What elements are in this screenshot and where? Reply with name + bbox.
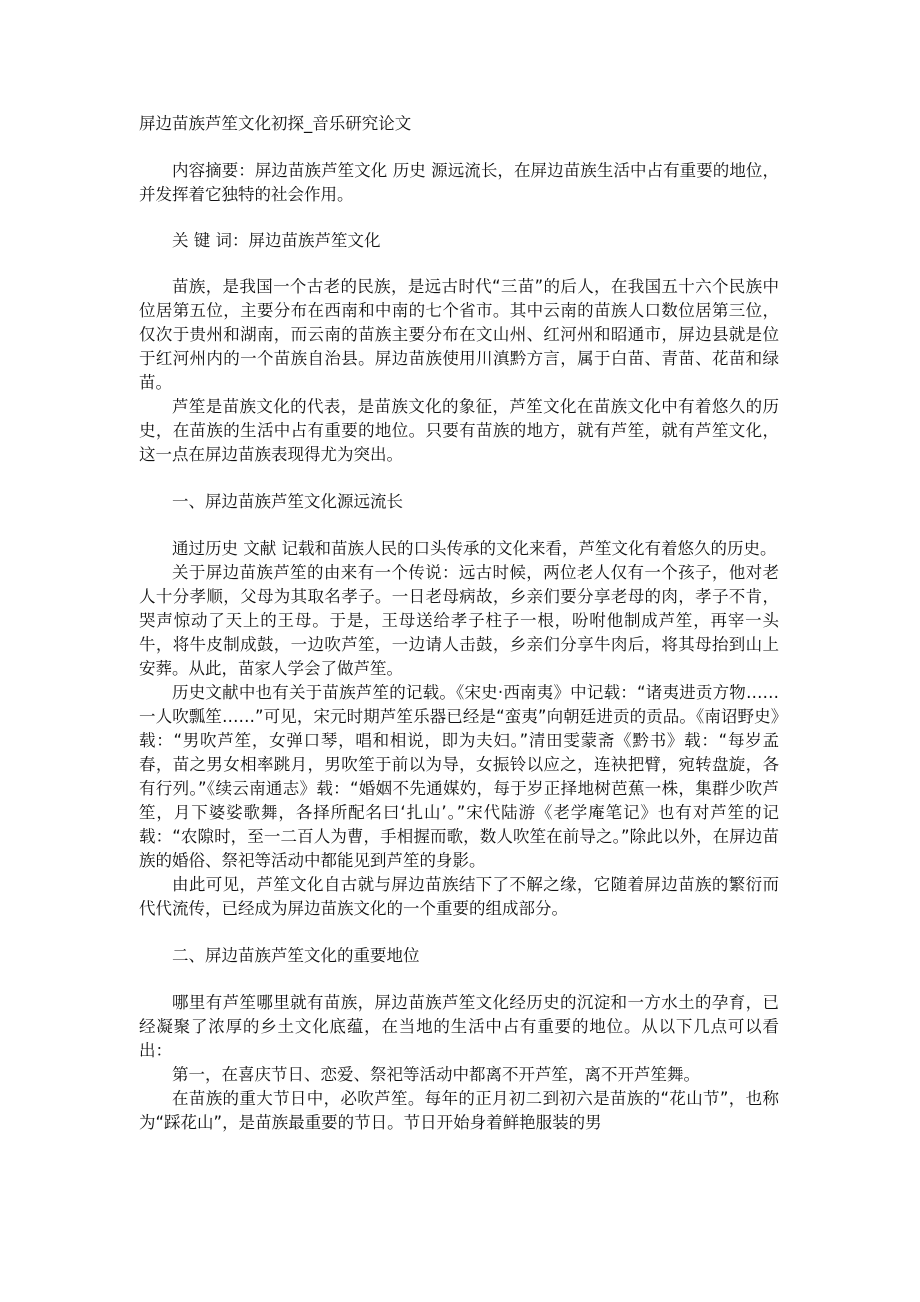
body-paragraph: 哪里有芦笙哪里就有苗族，屏边苗族芦笙文化经历史的沉淀和一方水土的孕育，已经凝聚了浓厚的乡土文化底蕴，在当地的生活中占有重要的地位。从以下几点可以看出：: [139, 993, 779, 1060]
body-paragraph: 关于屏边苗族芦笙的由来有一个传说：远古时候，两位老人仅有一个孩子，他对老人十分孝顺，父母为其取名孝子。一日老母病故，乡亲们要分享老母的肉，孝子不肯，哭声惊动了天上的王母。于是，王母送给孝子柱子一根，吩咐他制成芦笙，再宰一头牛，将牛皮制成鼓，一边吹芦笙，一边请人击鼓，乡亲们分享牛肉后，将其母抬到山上安葬。从此，苗家人学会了做芦笙。: [139, 563, 779, 678]
body-paragraph: 第一，在喜庆节日、恋爱、祭祀等活动中都离不开芦笙，离不开芦笙舞。: [172, 1065, 700, 1084]
body-paragraph: 由此可见，芦笙文化自古就与屏边苗族结下了不解之缘，它随着屏边苗族的繁衍而代代流传，已经成为屏边苗族文化的一个重要的组成部分。: [139, 875, 779, 918]
document-title: 屏边苗族芦笙文化初探_音乐研究论文: [139, 114, 412, 133]
section-heading: 二、屏边苗族芦笙文化的重要地位: [172, 946, 420, 965]
body-paragraph: 通过历史 文献 记载和苗族人民的口头传承的文化来看，芦笙文化有着悠久的历史。: [172, 539, 777, 558]
document-page: [139, 112, 779, 1135]
section-heading: 一、屏边苗族芦笙文化源远流长: [172, 492, 403, 511]
body-paragraph: 历史文献中也有关于苗族芦笙的记载。《宋史·西南夷》中记载：“诸夷进贡方物……一人吹瓢笙……”可见，宋元时期芦笙乐器已经是“蛮夷”向朝廷进贡的贡品。《南诏野史》载：“男吹芦笙，女弹口琴，唱和相说，即为夫妇。”清田雯蒙斋《黔书》载：“每岁孟春，苗之男女相率跳月，男吹笙于前以为导，女振铃以应之，连袂把臂，宛转盘旋，各有行列。”《续云南通志》载：“婚姻不先通媒妁，每于岁正择地树芭蕉一株，集群少吹芦笙，月下婆娑歌舞，各择所配名曰‘扎山’。”宋代陆游《老学庵笔记》也有对芦笙的记载：“农隙时，至一二百人为曹，手相握而歌，数人吹笙在前导之。”除此以外，在屏边苗族的婚俗、祭祀等活动中都能见到芦笙的身影。: [139, 683, 779, 870]
body-paragraph: 在苗族的重大节日中，必吹芦笙。每年的正月初二到初六是苗族的“花山节”，也称为“踩花山”，是苗族最重要的节日。节日开始身着鲜艳服装的男: [139, 1089, 779, 1132]
intro-paragraph: 苗族，是我国一个古老的民族，是远古时代“三苗”的后人，在我国五十六个民族中位居第五位，主要分布在西南和中南的七个省市。其中云南的苗族人口数位居第三位，仅次于贵州和湖南，而云南的苗族主要分布在文山州、红河州和昭通市，屏边县就是位于红河州内的一个苗族自治县。屏边苗族使用川滇黔方言，属于白苗、青苗、花苗和绿苗。: [139, 277, 779, 392]
keywords-line: 关 键 词：屏边苗族芦笙文化: [172, 231, 381, 250]
abstract-paragraph: 内容摘要：屏边苗族芦笙文化 历史 源远流长，在屏边苗族生活中占有重要的地位，并发挥着它独特的社会作用。: [139, 161, 779, 204]
intro-paragraph: 芦笙是苗族文化的代表，是苗族文化的象征，芦笙文化在苗族文化中有着悠久的历史，在苗族的生活中占有重要的地位。只要有苗族的地方，就有芦笙，就有芦笙文化，这一点在屏边苗族表现得尤为突出。: [139, 397, 779, 464]
